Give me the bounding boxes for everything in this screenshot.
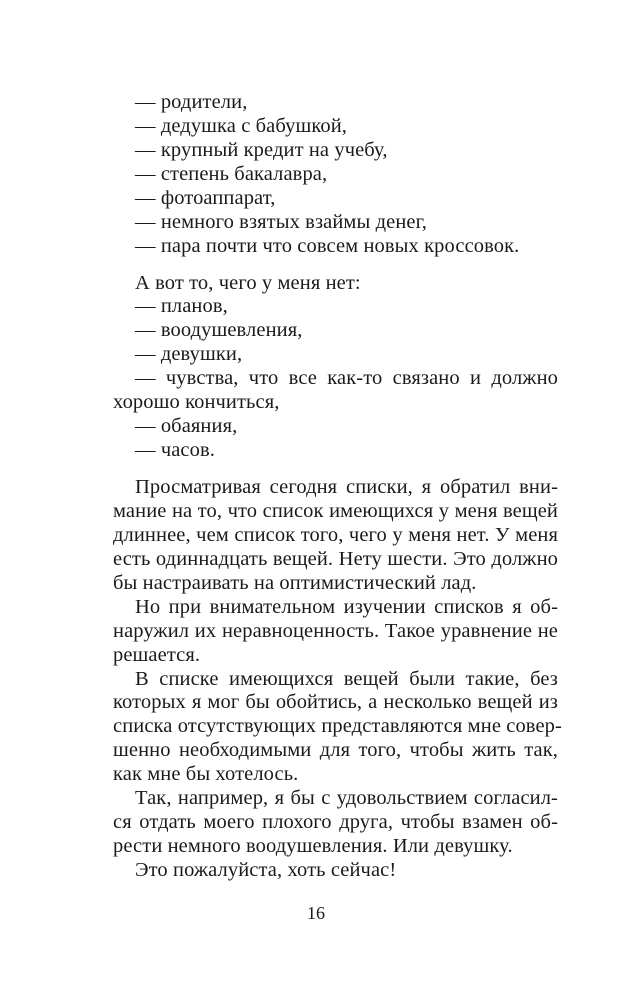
paragraph-line: Так, например, я бы с удовольствием согласил- [135, 787, 558, 810]
have-not-list-item: — обаяния, [135, 415, 238, 438]
have-list-item: — пара почти что совсем новых кроссовок. [135, 234, 520, 257]
have-not-list-item-continuation: хорошо кончиться, [113, 391, 280, 414]
have-not-list-item: — девушки, [135, 343, 243, 366]
have-list-item: — фотоаппарат, [135, 186, 276, 209]
have-not-list-item: — воодушевления, [135, 319, 303, 342]
paragraph-line: шенно необходимыми для того, чтобы жить так, [113, 739, 558, 762]
have-list-item: — дедушка с бабушкой, [135, 114, 348, 137]
paragraph-line: списка отсутствующих представляются мне совер- [113, 715, 562, 738]
paragraph-line: ся отдать моего плохого друга, чтобы взамен об- [113, 811, 558, 834]
paragraph-line: мание на то, что список имеющихся у меня вещей [113, 499, 558, 522]
paragraph-line: как мне бы хотелось. [113, 763, 299, 786]
have-not-list-item: — часов. [135, 439, 215, 462]
have-list-item: — крупный кредит на учебу, [135, 138, 388, 161]
paragraph-line: бы настраивать на оптимистический лад. [113, 571, 477, 594]
have-list-item: — родители, [135, 91, 248, 113]
paragraph-line: которых я мог бы обойтись, а несколько вещей из [113, 691, 558, 714]
paragraph-line: В списке имеющихся вещей были такие, без [135, 667, 558, 690]
have-list-item: — степень бакалавра, [135, 162, 328, 185]
paragraph-line: наружил их неравноценность. Такое уравнение не [113, 619, 558, 642]
paragraph-line: рести немного воодушевления. Или девушку. [113, 835, 513, 858]
have-list-item: — немного взятых взаймы денег, [135, 210, 428, 233]
have-not-intro: А вот то, чего у меня нет: [135, 271, 361, 294]
have-not-list-item: — чувства, что все как-то связано и должно [135, 367, 558, 390]
paragraph-line: Просматривая сегодня списки, я обратил вни- [135, 475, 558, 498]
paragraph-line: Это пожалуйста, хоть сейчас! [135, 859, 397, 881]
paragraph-line: длиннее, чем список того, чего у меня нет. У меня [113, 523, 558, 546]
paragraph-line: решается. [113, 643, 201, 666]
paragraph-line: Но при внимательном изучении списков я об- [135, 595, 558, 618]
have-not-list-item: — планов, [135, 295, 228, 318]
page-number: 16 [307, 903, 325, 923]
paragraph-line: есть одиннадцать вещей. Нету шести. Это должно [113, 547, 558, 570]
